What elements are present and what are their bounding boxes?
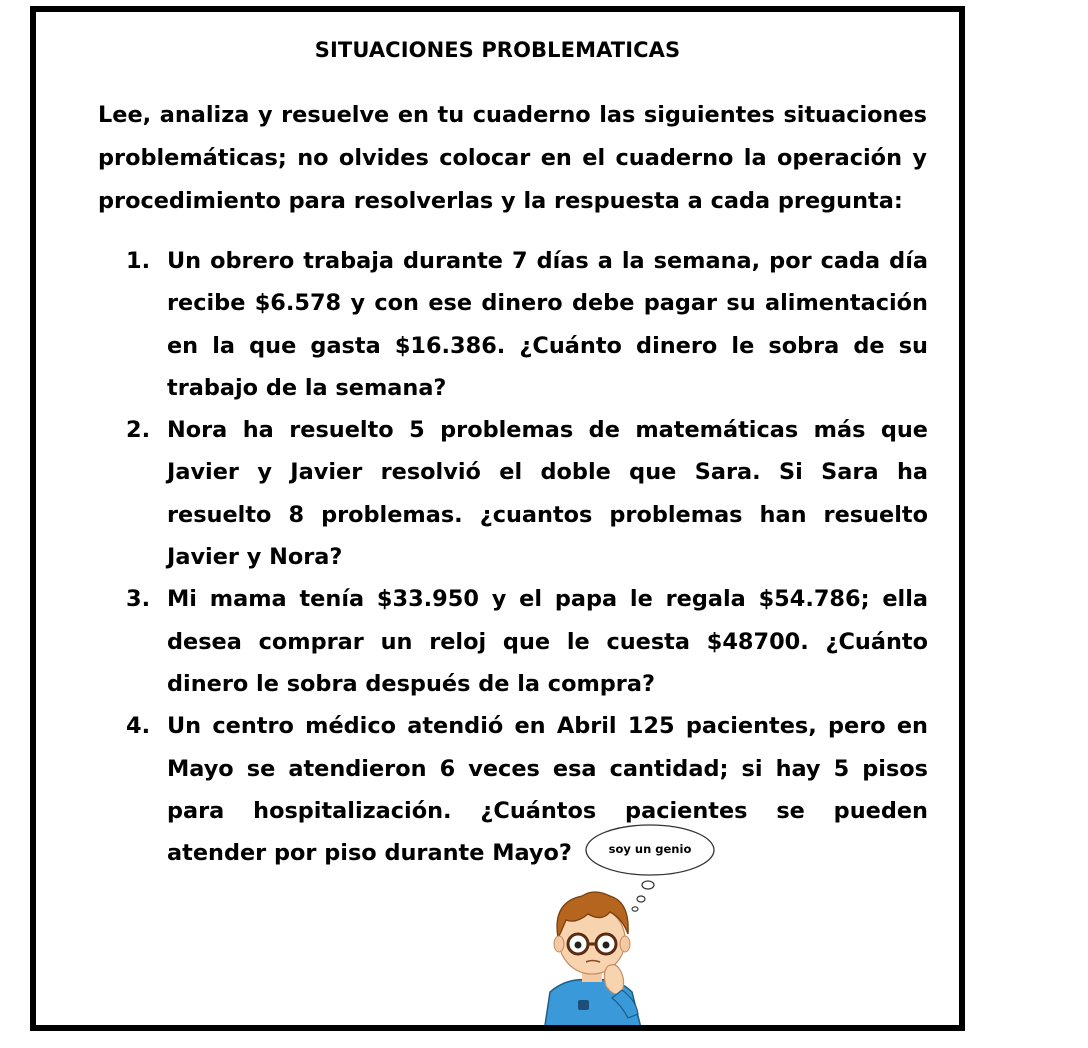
thought-bubble — [584, 823, 716, 879]
problem-item — [126, 409, 928, 578]
problem-text: Un centro médico atendió en Abril 125 pacientes, pero en Mayo se atendieron 6 veces esa cantidad; si hay 5 pisos para hospitalización. ¿Cuántos pacientes se pueden atender por piso durante Mayo? — [167, 713, 928, 867]
thinking-boy-icon — [522, 882, 662, 1031]
problem-number: 3. — [126, 586, 151, 613]
thought-bubble-text: soy un genio — [608, 842, 692, 856]
problem-list — [126, 240, 928, 874]
problem-text: Mi mama tenía $33.950 y el papa le regala $54.786; ella desea comprar un reloj que le cuesta $48700. ¿Cuánto dinero le sobra después de la compra? — [167, 586, 928, 697]
problem-item — [126, 705, 928, 874]
problem-item — [126, 240, 928, 409]
problem-number: 1. — [126, 248, 151, 274]
problem-number: 2. — [126, 417, 151, 444]
problem-text: Nora ha resuelto 5 problemas de matemáticas más que Javier y Javier resolvió el doble que Sara. Si Sara ha resuelto 8 problemas. ¿cuantos problemas han resuelto Javier y Nora? — [167, 417, 928, 571]
problem-text: Un obrero trabaja durante 7 días a la semana, por cada día recibe $6.578 y con ese dinero debe pagar su alimentación en la que gasta $16.386. ¿Cuánto dinero le sobra de su trabajo de la semana? — [167, 248, 928, 401]
worksheet-frame — [30, 6, 965, 1031]
problem-number: 4. — [126, 713, 151, 740]
page-title: SITUACIONES PROBLEMATICAS — [314, 38, 681, 62]
instructions-paragraph: Lee, analiza y resuelve en tu cuaderno las siguientes situaciones problemáticas; no olvides colocar en el cuaderno la operación y procedimiento para resolverlas y la respuesta a cada pregunta: — [98, 102, 927, 214]
problem-item — [126, 578, 928, 705]
